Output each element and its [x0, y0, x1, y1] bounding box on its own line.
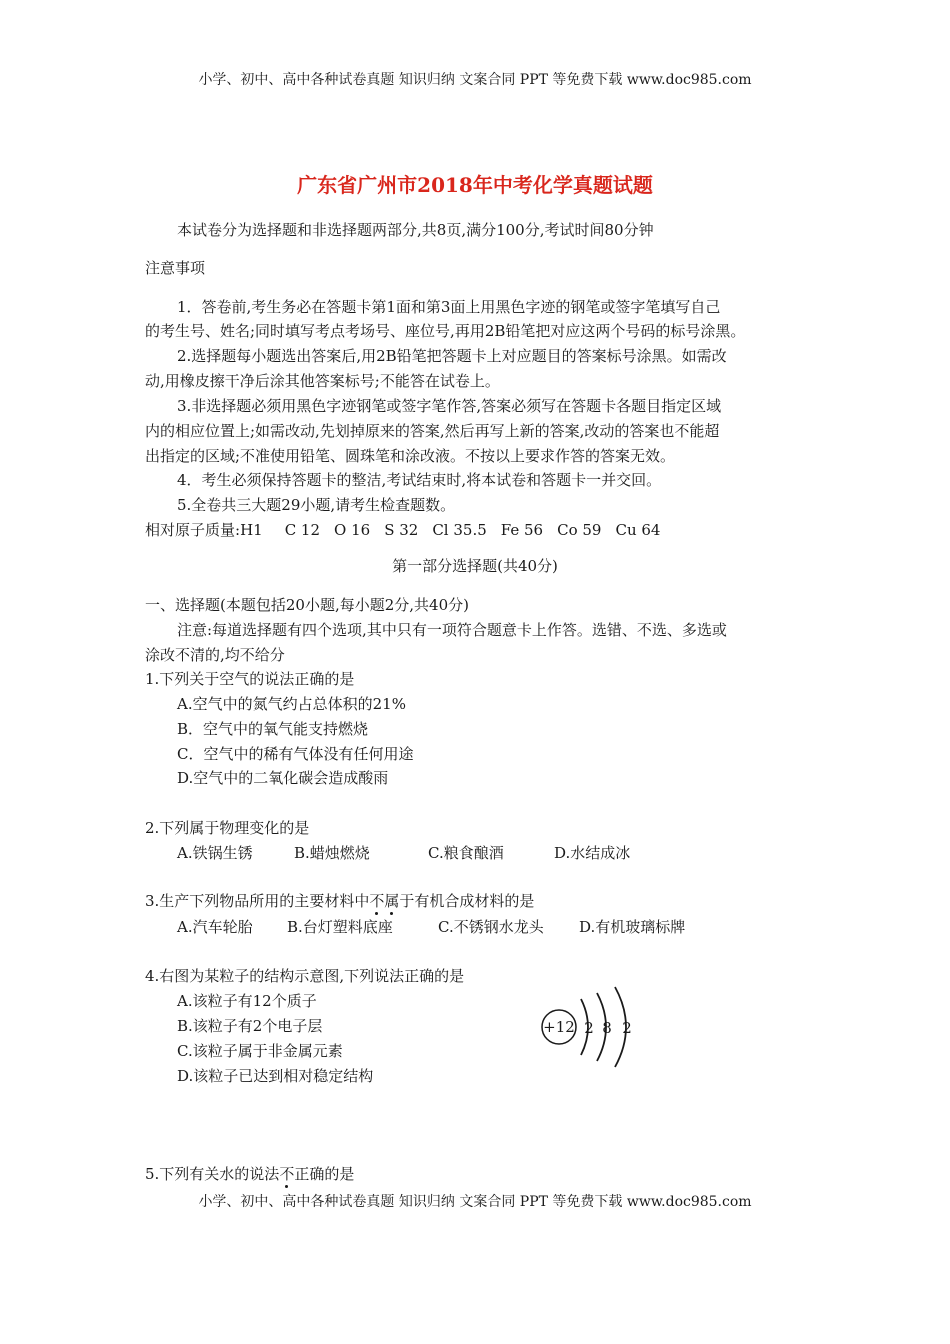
q3-stem — [145, 891, 534, 911]
q3-options — [177, 917, 685, 937]
q4-option-c: C.该粒子属于非金属元素 — [177, 1042, 343, 1060]
q2-option-d: D.水结成冰 — [554, 844, 631, 862]
q1-option-c: C．空气中的稀有气体没有任何用途 — [177, 745, 414, 763]
q3-stem-before: 3.生产下列物品所用的主要材料中 — [145, 892, 370, 910]
q2-option-c: C.粮食酿酒 — [428, 844, 504, 862]
atomic-mass-item: H1 — [240, 521, 263, 539]
q3-emphasis-char: 不 — [369, 892, 385, 910]
atomic-mass-item: Cu 64 — [615, 521, 661, 539]
notice-line: 3.非选择题必须用黑色字迹钢笔或签字笔作答,答案必须写在答题卡各题目指定区域 — [177, 397, 722, 415]
q5-emphasis-char: 不 — [279, 1165, 295, 1183]
q4-option-a: A.该粒子有12个质子 — [177, 992, 317, 1010]
notice-line: 出指定的区域;不准使用铅笔、圆珠笔和涂改液。不按以上要求作答的答案无效。 — [145, 447, 676, 465]
atom-structure-diagram — [535, 985, 645, 1075]
q4-option-b: B.该粒子有2个电子层 — [177, 1017, 323, 1035]
atomic-mass-item: C 12 — [284, 521, 321, 539]
q2-options — [177, 843, 630, 863]
notice-line: 4．考生必须保持答题卡的整洁,考试结束时,将本试卷和答题卡一并交回。 — [177, 471, 662, 489]
notice-line: 1．答卷前,考生务必在答题卡第1面和第3面上用黑色字迹的钢笔或签字笔填写自己 — [177, 298, 721, 316]
q3-emphasis-char: 属 — [384, 892, 400, 910]
part1-heading: 第一部分选择题(共40分) — [392, 557, 558, 575]
q5-stem-after: 正确的是 — [294, 1165, 355, 1183]
q2-option-a: A.铁锅生锈 — [177, 844, 253, 862]
section1-heading: 一、选择题(本题包括20小题,每小题2分,共40分) — [145, 596, 469, 614]
shell-electron-count: 8 — [602, 1019, 612, 1037]
q2-option-b: B.蜡烛燃烧 — [294, 844, 370, 862]
atomic-mass-item: S 32 — [384, 521, 419, 539]
q1-option-b: B．空气中的氧气能支持燃烧 — [177, 720, 369, 738]
q5-stem-before: 5.下列有关水的说法 — [145, 1165, 280, 1183]
q3-option-c: C.不锈钢水龙头 — [438, 918, 544, 936]
page-footer: 小学、初中、高中各种试卷真题 知识归纳 文案合同 PPT 等免费下载 www.doc985.com — [198, 1194, 752, 1210]
atomic-mass-item: Fe 56 — [500, 521, 544, 539]
exam-title: 广东省广州市2018年中考化学真题试题 — [297, 173, 653, 197]
page-header: 小学、初中、高中各种试卷真题 知识归纳 文案合同 PPT 等免费下载 www.doc985.com — [198, 72, 752, 88]
notice-line: 的考生号、姓名;同时填写考点考场号、座位号,再用2B铅笔把对应这两个号码的标号涂黑。 — [145, 322, 746, 340]
notice-line: 内的相应位置上;如需改动,先划掉原来的答案,然后再写上新的答案,改动的答案也不能超 — [145, 422, 720, 440]
q5-stem — [145, 1164, 354, 1184]
nucleus-charge: +12 — [543, 1018, 575, 1036]
atomic-mass-item: Cl 35.5 — [432, 521, 487, 539]
q2-stem: 2.下列属于物理变化的是 — [145, 819, 310, 837]
section1-note: 注意:每道选择题有四个选项,其中只有一项符合题意卡上作答。选错、不选、多选或 — [177, 621, 727, 639]
notice-heading: 注意事项 — [145, 259, 206, 277]
q1-option-a: A.空气中的氮气约占总体积的21% — [177, 695, 406, 713]
atomic-mass-item: Co 59 — [557, 521, 602, 539]
q4-stem: 4.右图为某粒子的结构示意图,下列说法正确的是 — [145, 967, 465, 985]
notice-line: 2.选择题每小题选出答案后,用2B铅笔把答题卡上对应题目的答案标号涂黑。如需改 — [177, 347, 727, 365]
atomic-mass-label: 相对原子质量: — [145, 521, 241, 539]
shell-electron-count: 2 — [622, 1019, 632, 1037]
intro-text: 本试卷分为选择题和非选择题两部分,共8页,满分100分,考试时间80分钟 — [177, 221, 654, 239]
q4-option-d: D.该粒子已达到相对稳定结构 — [177, 1067, 374, 1085]
q3-option-b: B.台灯塑料底座 — [287, 918, 393, 936]
notice-line: 5.全卷共三大题29小题,请考生检查题数。 — [177, 496, 456, 514]
q3-stem-after: 于有机合成材料的是 — [399, 892, 535, 910]
shell-electron-count: 2 — [584, 1019, 594, 1037]
q3-option-d: D.有机玻璃标牌 — [579, 918, 686, 936]
atomic-mass-row — [145, 520, 674, 540]
section1-note: 涂改不清的,均不给分 — [145, 646, 285, 664]
q1-stem: 1.下列关于空气的说法正确的是 — [145, 670, 355, 688]
notice-line: 动,用橡皮擦干净后涂其他答案标号;不能答在试卷上。 — [145, 372, 500, 390]
q1-option-d: D.空气中的二氧化碳会造成酸雨 — [177, 769, 389, 787]
q3-option-a: A.汽车轮胎 — [177, 918, 253, 936]
atomic-mass-item: O 16 — [334, 521, 371, 539]
